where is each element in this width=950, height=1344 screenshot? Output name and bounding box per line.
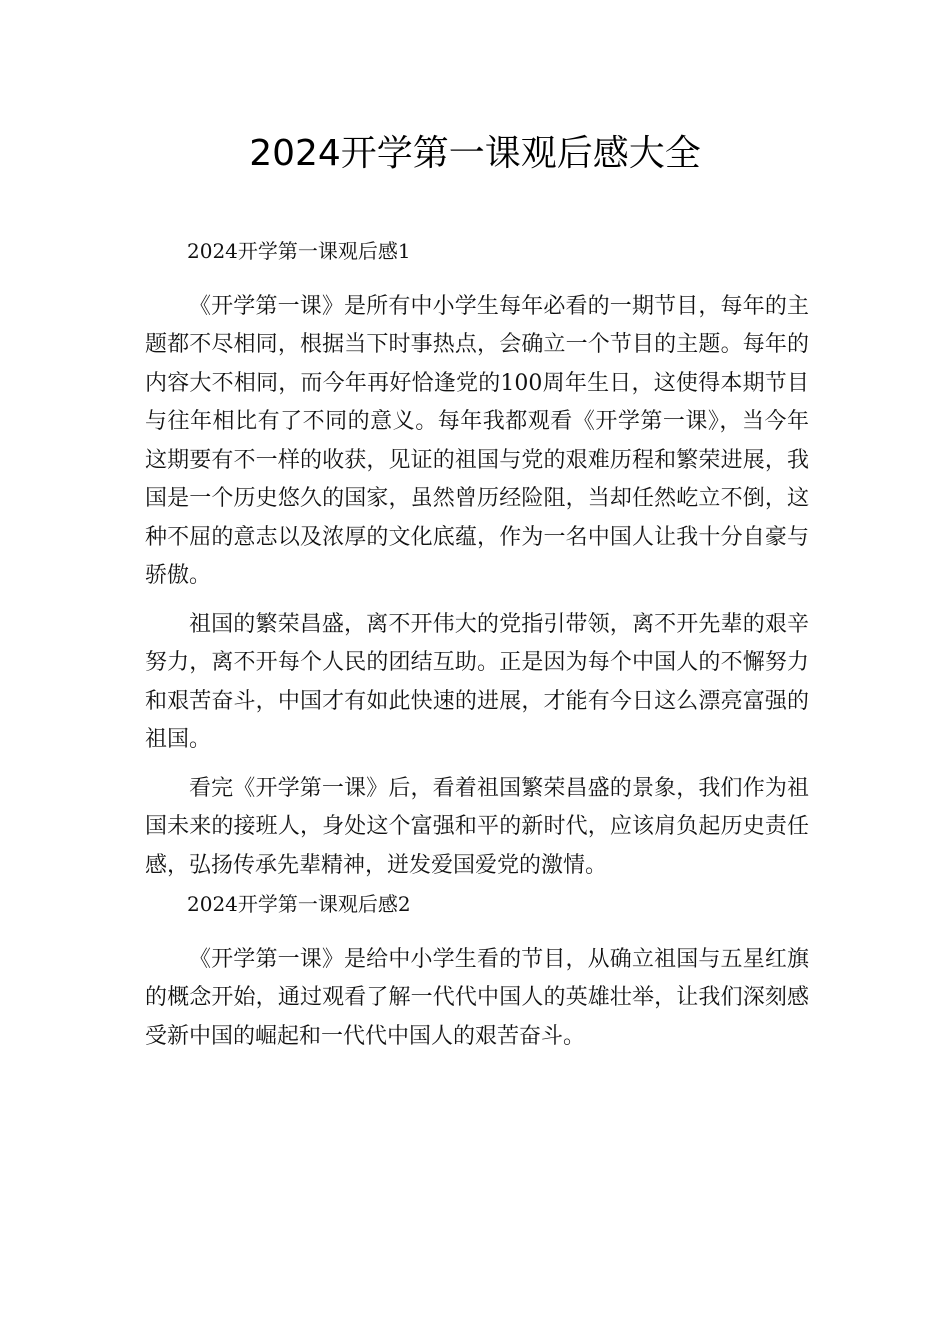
paragraph: 《开学第一课》是所有中小学生每年必看的一期节目，每年的主题都不尽相同，根据当下时事热点，会确立一个节目的主题。每年的内容大不相同，而今年再好恰逢党的100周年生日，这使得本期节目与往年相比有了不同的意义。每年我都观看《开学第一课》，当今年这期要有不一样的收获，见证的祖国与党的艰难历程和繁荣进展，我国是一个历史悠久的国家，虽然曾历经险阻，当却任然屹立不倒，这种不屈的意志以及浓厚的文化底蕴，作为一名中国人让我十分自豪与骄傲。 xyxy=(145,293,809,588)
paragraph: 看完《开学第一课》后，看着祖国繁荣昌盛的景象，我们作为祖国未来的接班人，身处这个富强和平的新时代，应该肩负起历史责任感，弘扬传承先辈精神，迸发爱国爱党的激情。 xyxy=(145,775,809,878)
document-body xyxy=(145,232,809,1056)
paragraph: 祖国的繁荣昌盛，离不开伟大的党指引带领，离不开先辈的艰辛努力，离不开每个人民的团结互助。正是因为每个中国人的不懈努力和艰苦奋斗，中国才有如此快速的进展，才能有今日这么漂亮富强的祖国。 xyxy=(145,611,809,752)
section-heading-2: 2024开学第一课观后感2 xyxy=(187,892,411,916)
section-heading-1: 2024开学第一课观后感1 xyxy=(187,239,411,263)
paragraph: 《开学第一课》是给中小学生看的节目，从确立祖国与五星红旗的概念开始，通过观看了解一代代中国人的英雄壮举，让我们深刻感受新中国的崛起和一代代中国人的艰苦奋斗。 xyxy=(145,946,809,1049)
document-title: 2024开学第一课观后感大全 xyxy=(249,133,701,174)
